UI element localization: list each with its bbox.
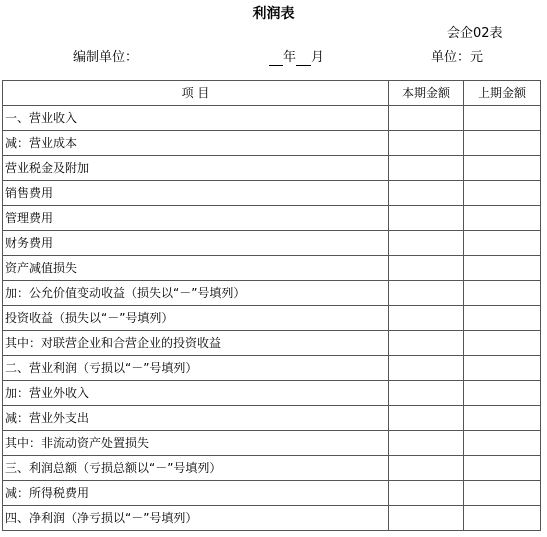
table-header-row xyxy=(3,81,541,106)
current-amount-cell[interactable] xyxy=(389,231,464,256)
current-amount-cell[interactable] xyxy=(389,256,464,281)
table-row xyxy=(3,206,541,231)
month-blank[interactable] xyxy=(296,51,311,66)
previous-amount-cell[interactable] xyxy=(464,431,541,456)
row-item-label: 管理费用 xyxy=(3,206,389,231)
row-item-label: 财务费用 xyxy=(3,231,389,256)
table-row xyxy=(3,456,541,481)
row-item-label: 减：所得税费用 xyxy=(3,481,389,506)
table-row xyxy=(3,431,541,456)
table-row xyxy=(3,356,541,381)
table-row xyxy=(3,256,541,281)
current-amount-cell[interactable] xyxy=(389,306,464,331)
previous-amount-cell[interactable] xyxy=(464,331,541,356)
row-item-label: 二、营业利润（亏损以“－”号填列） xyxy=(3,356,389,381)
currency-unit-label: 单位：元 xyxy=(431,50,484,65)
header-previous-amount: 上期金额 xyxy=(464,81,541,106)
row-item-label: 销售费用 xyxy=(3,181,389,206)
row-item-label: 四、净利润（净亏损以“－”号填列） xyxy=(3,506,389,531)
preparer-unit-label: 编制单位： xyxy=(73,50,139,65)
row-item-label: 一、营业收入 xyxy=(3,106,389,131)
previous-amount-cell[interactable] xyxy=(464,306,541,331)
previous-amount-cell[interactable] xyxy=(464,281,541,306)
form-code: 会企02表 xyxy=(447,26,503,41)
previous-amount-cell[interactable] xyxy=(464,206,541,231)
previous-amount-cell[interactable] xyxy=(464,456,541,481)
current-amount-cell[interactable] xyxy=(389,481,464,506)
row-item-label: 减：营业成本 xyxy=(3,131,389,156)
header-current-amount: 本期金额 xyxy=(389,81,464,106)
table-row xyxy=(3,181,541,206)
table-row xyxy=(3,156,541,181)
header-item: 项 目 xyxy=(3,81,389,106)
previous-amount-cell[interactable] xyxy=(464,231,541,256)
current-amount-cell[interactable] xyxy=(389,131,464,156)
previous-amount-cell[interactable] xyxy=(464,506,541,531)
table-row xyxy=(3,331,541,356)
current-amount-cell[interactable] xyxy=(389,181,464,206)
income-statement-table xyxy=(2,80,541,531)
previous-amount-cell[interactable] xyxy=(464,356,541,381)
table-row xyxy=(3,231,541,256)
month-label: 月 xyxy=(311,50,325,65)
previous-amount-cell[interactable] xyxy=(464,481,541,506)
row-item-label: 其中：非流动资产处置损失 xyxy=(3,431,389,456)
current-amount-cell[interactable] xyxy=(389,206,464,231)
current-amount-cell[interactable] xyxy=(389,506,464,531)
row-item-label: 其中：对联营企业和合营企业的投资收益 xyxy=(3,331,389,356)
report-period xyxy=(269,50,324,66)
previous-amount-cell[interactable] xyxy=(464,106,541,131)
previous-amount-cell[interactable] xyxy=(464,406,541,431)
table-body xyxy=(3,106,541,531)
current-amount-cell[interactable] xyxy=(389,456,464,481)
current-amount-cell[interactable] xyxy=(389,156,464,181)
table-row xyxy=(3,481,541,506)
current-amount-cell[interactable] xyxy=(389,406,464,431)
current-amount-cell[interactable] xyxy=(389,431,464,456)
current-amount-cell[interactable] xyxy=(389,331,464,356)
year-blank[interactable] xyxy=(269,51,283,66)
previous-amount-cell[interactable] xyxy=(464,131,541,156)
current-amount-cell[interactable] xyxy=(389,356,464,381)
previous-amount-cell[interactable] xyxy=(464,256,541,281)
table-row xyxy=(3,406,541,431)
table-row xyxy=(3,306,541,331)
year-label: 年 xyxy=(283,50,297,65)
row-item-label: 加：营业外收入 xyxy=(3,381,389,406)
row-item-label: 资产减值损失 xyxy=(3,256,389,281)
current-amount-cell[interactable] xyxy=(389,106,464,131)
row-item-label: 加：公允价值变动收益（损失以“－”号填列） xyxy=(3,281,389,306)
row-item-label: 三、利润总额（亏损总额以“－”号填列） xyxy=(3,456,389,481)
table-row xyxy=(3,131,541,156)
table-row xyxy=(3,281,541,306)
row-item-label: 营业税金及附加 xyxy=(3,156,389,181)
table-row xyxy=(3,506,541,531)
previous-amount-cell[interactable] xyxy=(464,381,541,406)
report-title: 利润表 xyxy=(252,6,295,22)
table-row xyxy=(3,381,541,406)
current-amount-cell[interactable] xyxy=(389,281,464,306)
previous-amount-cell[interactable] xyxy=(464,181,541,206)
row-item-label: 投资收益（损失以“－”号填列） xyxy=(3,306,389,331)
row-item-label: 减：营业外支出 xyxy=(3,406,389,431)
previous-amount-cell[interactable] xyxy=(464,156,541,181)
current-amount-cell[interactable] xyxy=(389,381,464,406)
table-row xyxy=(3,106,541,131)
